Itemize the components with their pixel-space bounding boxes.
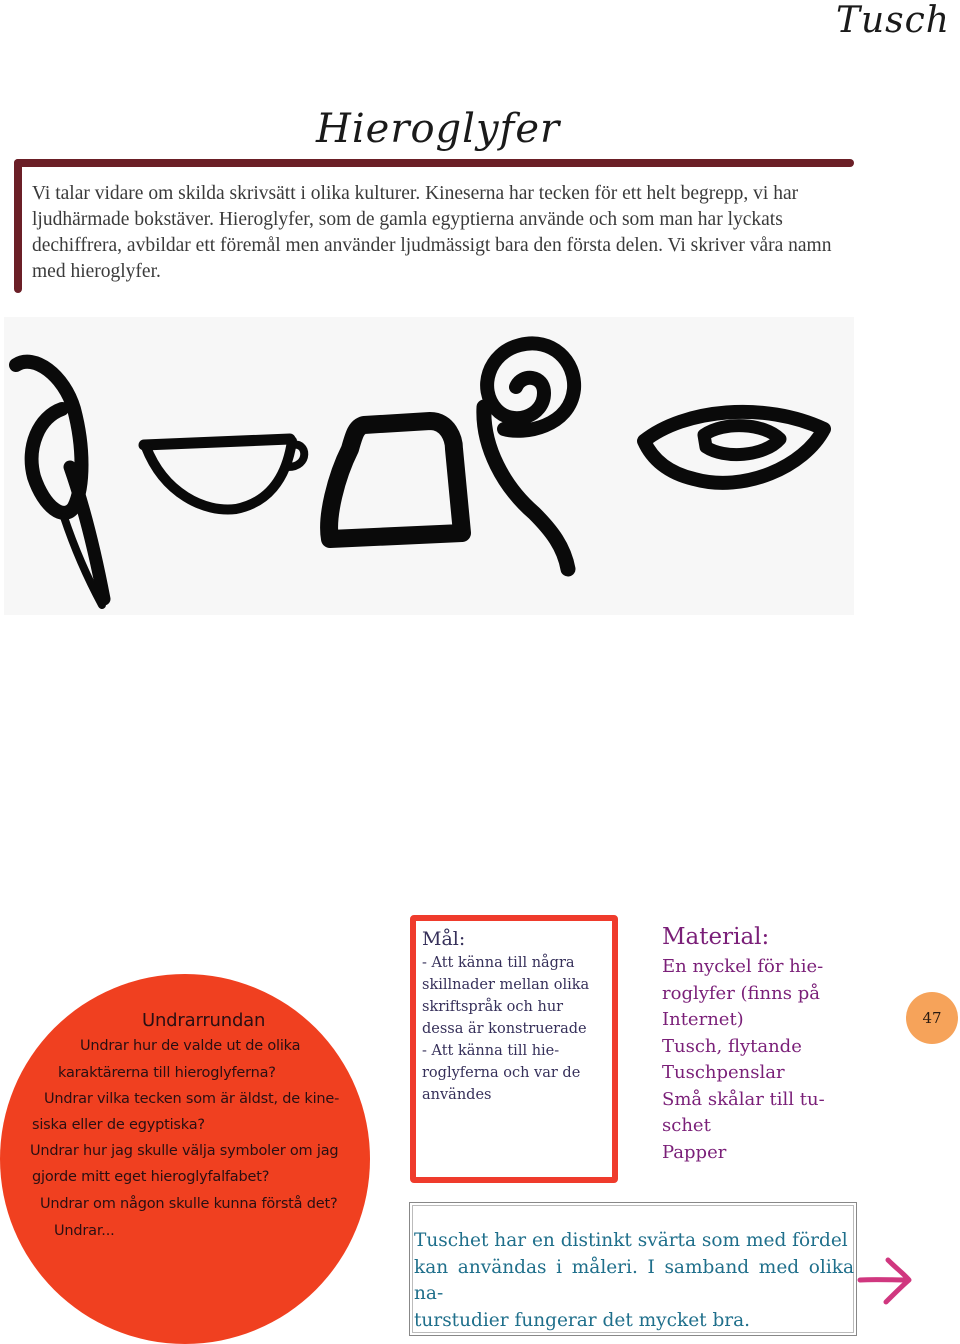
title-rule-side bbox=[14, 159, 22, 293]
wonder-line: karaktärerna till hieroglyferna? bbox=[58, 1065, 276, 1081]
next-page-arrow-icon[interactable] bbox=[856, 1252, 914, 1308]
page-number-badge bbox=[906, 992, 958, 1044]
goals-text: - Att känna till några skillnader mellan olika skriftspråk och hur dessa är konstruerade - Att känna till hie- roglyferna och var de användes bbox=[422, 955, 590, 1103]
wonder-title: Undrarrundan bbox=[142, 1010, 266, 1031]
note-text: Tuschet har en distinkt svärta som med fördel kan användas i måleri. I samband med olika na- turstudier fungerar det mycket bra. bbox=[414, 1230, 854, 1331]
hand-glyph bbox=[16, 362, 104, 605]
wonder-line: siska eller de egyptiska? bbox=[32, 1117, 205, 1133]
title-rule bbox=[14, 159, 854, 167]
spiral-glyph bbox=[484, 343, 574, 569]
wonder-line: Undrar vilka tecken som är äldst, de kine- bbox=[44, 1091, 340, 1107]
page-title: Hieroglyfer bbox=[316, 106, 561, 152]
hieroglyph-image bbox=[4, 317, 854, 615]
wonder-line: Undrar om någon skulle kunna förstå det? bbox=[40, 1196, 338, 1212]
material-list: En nyckel för hie- roglyfer (finns på Internet) Tusch, flytande Tuschpenslar Små skålar till tu- schet Papper bbox=[662, 956, 825, 1163]
material-title: Material: bbox=[662, 924, 770, 950]
goals-title: Mål: bbox=[422, 928, 466, 950]
hieroglyph-drawing bbox=[4, 317, 854, 615]
box-glyph bbox=[329, 421, 462, 539]
eye-glyph bbox=[644, 412, 824, 483]
page-number: 47 bbox=[922, 1009, 942, 1027]
wonder-line: Undrar hur jag skulle välja symboler om jag bbox=[30, 1143, 339, 1159]
wonder-line: Undrar... bbox=[54, 1223, 115, 1239]
intro-paragraph: Vi talar vidare om skilda skrivsätt i olika kulturer. Kineserna har tecken för ett helt begrepp, vi har ljudhärmade bokstäver. Hieroglyfer, som de gamla egyptierna använde och som man har lyckats dechiffrera, avbildar ett föremål men använder ljudmässigt bara den första delen. Vi skriver våra namn med hieroglyfer. bbox=[32, 183, 832, 282]
section-label: Tusch bbox=[835, 0, 950, 41]
wonder-line: Undrar hur de valde ut de olika bbox=[80, 1038, 301, 1054]
cup-glyph bbox=[144, 439, 304, 509]
wonder-line: gjorde mitt eget hieroglyfalfabet? bbox=[32, 1169, 270, 1185]
